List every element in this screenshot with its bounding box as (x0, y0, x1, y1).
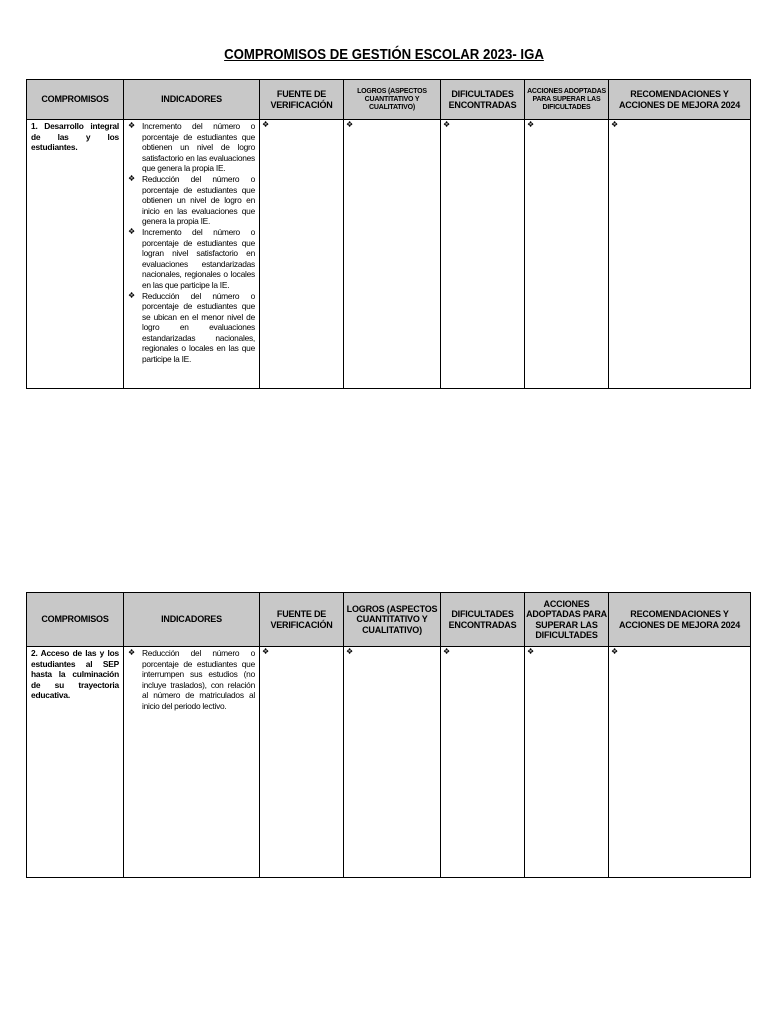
header-fuente-verificacion: FUENTE DE VERIFICACIÓN (260, 80, 344, 120)
list-item: ❖ Reducción del número o porcentaje de estudiantes que se ubican en el menor nivel de logro en evaluaciones estandarizadas nacionales, regionales o locales en las que participe la IE. (128, 290, 255, 365)
list-item: ❖ Incremento del número o porcentaje de estudiantes que logran nivel satisfactorio en evaluaciones estandarizadas nacionales, regionales o locales en las que participe la IE. (128, 226, 255, 290)
fuente-cell (260, 120, 344, 389)
acciones-cell (525, 120, 609, 389)
diamond-bullet-icon: ❖ (262, 647, 270, 656)
recomendaciones-cell (609, 120, 751, 389)
header-dificultades: DIFICULTADES ENCONTRADAS (441, 80, 525, 120)
list-item: ❖ Reducción del número o porcentaje de estudiantes que interrumpen sus estudios (no incluye traslados), con relación al número de matriculados al inicio del periodo lectivo. (128, 648, 255, 711)
header-compromisos: COMPROMISOS (27, 593, 124, 647)
diamond-bullet-icon: ❖ (128, 226, 135, 236)
header-recomendaciones: RECOMENDACIONES Y ACCIONES DE MEJORA 2024 (609, 593, 751, 647)
header-recomendaciones: RECOMENDACIONES Y ACCIONES DE MEJORA 2024 (609, 80, 751, 120)
list-item: ❖ Reducción del número o porcentaje de estudiantes que obtienen un nivel de logro en inicio en las evaluaciones que genera la propia IE. (128, 173, 255, 227)
dificultades-cell (441, 120, 525, 389)
dificultades-cell (441, 647, 525, 878)
diamond-bullet-icon: ❖ (443, 647, 451, 656)
diamond-bullet-icon: ❖ (346, 120, 354, 129)
diamond-bullet-icon: ❖ (611, 647, 619, 656)
indicadores-cell (124, 120, 260, 389)
diamond-bullet-icon: ❖ (346, 647, 354, 656)
diamond-bullet-icon: ❖ (128, 121, 135, 130)
diamond-bullet-icon: ❖ (527, 120, 535, 129)
page-title: COMPROMISOS DE GESTIÓN ESCOLAR 2023- IGA (224, 46, 544, 63)
diamond-bullet-icon: ❖ (128, 648, 135, 657)
header-acciones: ACCIONES ADOPTADAS PARA SUPERAR LAS DIFICULTADES (525, 593, 609, 647)
table-row (27, 647, 751, 878)
header-logros: LOGROS (ASPECTOS CUANTITATIVO Y CUALITATIVO) (344, 593, 441, 647)
table-compromiso-2 (26, 592, 751, 878)
header-indicadores: INDICADORES (124, 593, 260, 647)
fuente-cell (260, 647, 344, 878)
header-indicadores: INDICADORES (124, 80, 260, 120)
diamond-bullet-icon: ❖ (527, 647, 535, 656)
list-item: ❖ Incremento del número o porcentaje de estudiantes que obtienen un nivel de logro satisfactorio en las evaluaciones que genera la propia IE. (128, 121, 255, 174)
diamond-bullet-icon: ❖ (128, 173, 135, 183)
diamond-bullet-icon: ❖ (262, 120, 270, 129)
table-compromiso-1 (26, 79, 751, 389)
logros-cell (344, 120, 441, 389)
diamond-bullet-icon: ❖ (611, 120, 619, 129)
indicadores-cell (124, 647, 260, 878)
compromiso-cell: 2. Acceso de las y los estudiantes al SEP hasta la culminación de su trayectoria educativa. (27, 647, 124, 878)
acciones-cell (525, 647, 609, 878)
header-compromisos: COMPROMISOS (27, 80, 124, 120)
header-acciones: ACCIONES ADOPTADAS PARA SUPERAR LAS DIFICULTADES (525, 80, 609, 120)
recomendaciones-cell (609, 647, 751, 878)
compromiso-cell: 1. Desarrollo integral de las y los estudiantes. (27, 120, 124, 389)
logros-cell (344, 647, 441, 878)
header-dificultades: DIFICULTADES ENCONTRADAS (441, 593, 525, 647)
table-row (27, 120, 751, 389)
diamond-bullet-icon: ❖ (128, 290, 135, 300)
header-logros: LOGROS (ASPECTOS CUANTITATIVO Y CUALITATIVO) (344, 80, 441, 120)
header-fuente-verificacion: FUENTE DE VERIFICACIÓN (260, 593, 344, 647)
diamond-bullet-icon: ❖ (443, 120, 451, 129)
